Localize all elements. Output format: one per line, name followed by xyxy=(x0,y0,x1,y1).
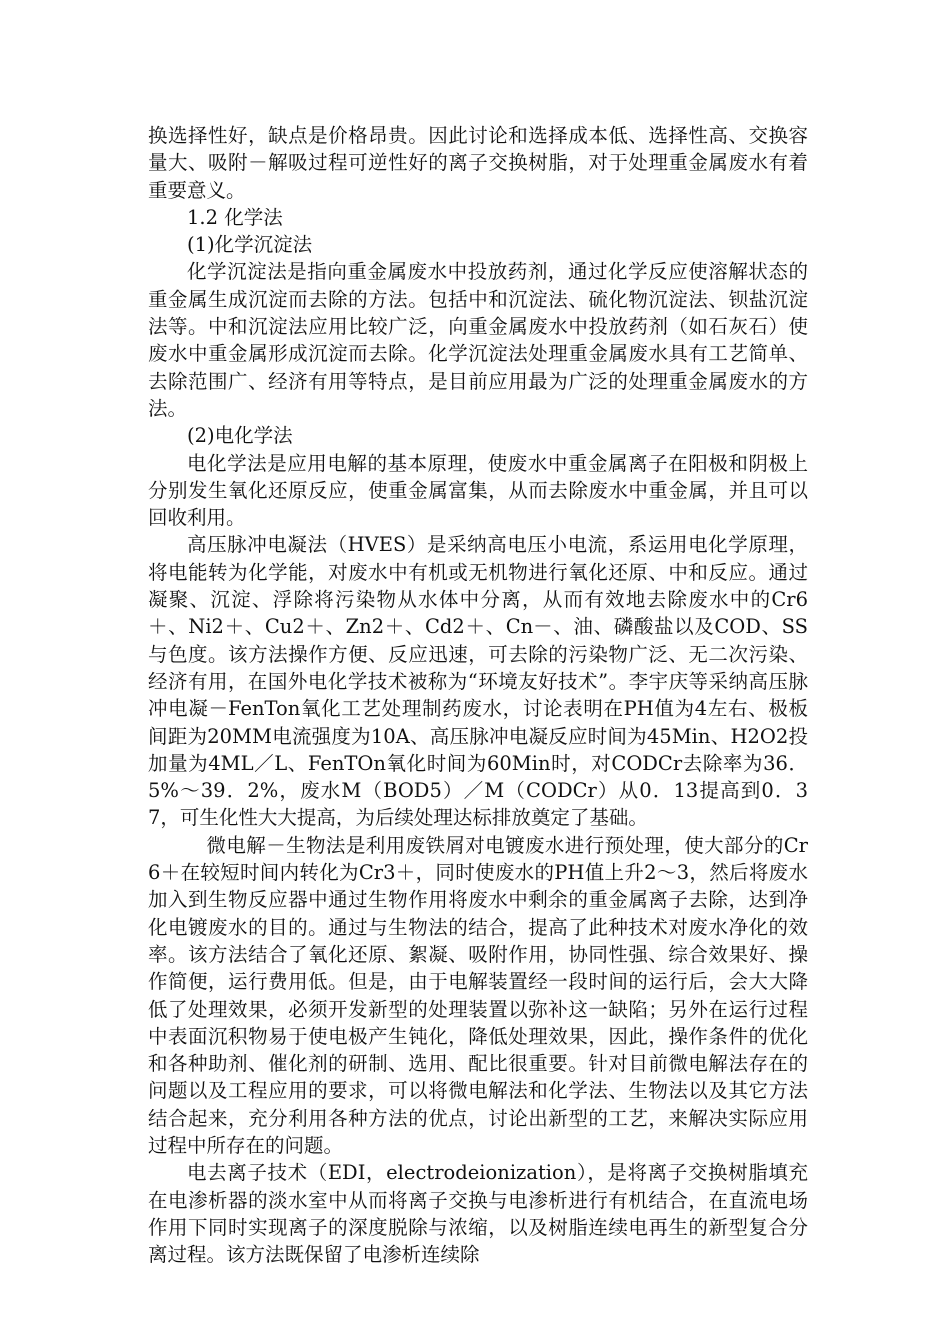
paragraph-electrochemical: 电化学法是应用电解的基本原理，使废水中重金属离子在阳极和阴极上分别发生氧化还原反应，使重金属富集，从而去除废水中重金属，并且可以回收利用。 xyxy=(148,451,808,530)
paragraph-ion-exchange-end: 换选择性好，缺点是价格昂贵。因此讨论和选择成本低、选择性高、交换容量大、吸附－解吸过程可逆性好的离子交换树脂，对于处理重金属废水有着重要意义。 xyxy=(148,124,808,202)
subheading-electrochemical: (2)电化学法 xyxy=(187,424,293,448)
section-heading-chemical-method: 1.2 化学法 xyxy=(187,205,283,229)
paragraph-chemical-precipitation: 化学沉淀法是指向重金属废水中投放药剂，通过化学反应使溶解状态的重金属生成沉淀而去除的方法。包括中和沉淀法、硫化物沉淀法、钡盐沉淀法等。中和沉淀法应用比较广泛，向重金属废水中投放药剂（如石灰石）使废水中重金属形成沉淀而去除。化学沉淀法处理重金属废水具有工艺简单、去除范围广、经济有用等特点，是目前应用最为广泛的处理重金属废水的方法。 xyxy=(148,260,808,420)
paragraph-micro-electrolysis: 微电解－生物法是利用废铁屑对电镀废水进行预处理，使大部分的Cr6＋在较短时间内转化为Cr3＋，同时使废水的PH值上升2～3，然后将废水加入到生物反应器中通过生物作用将废水中剩余的重金属离子去除，达到净化电镀废水的目的。通过与生物法的结合，提高了此种技术对废水净化的效率。该方法结合了氧化还原、絮凝、吸附作用，协同性强、综合效果好、操作简便，运行费用低。但是，由于电解装置经一段时间的运行后，会大大降低了处理效果，必须开发新型的处理装置以弥补这一缺陷；另外在运行过程中表面沉积物易于使电极产生钝化，降低处理效果，因此，操作条件的优化和各种助剂、催化剂的研制、选用、配比很重要。针对目前微电解法存在的问题以及工程应用的要求，可以将微电解法和化学法、生物法以及其它方法结合起来，充分利用各种方法的优点，讨论出新型的工艺，来解决实际应用过程中所存在的问题。 xyxy=(148,833,808,1157)
document-body xyxy=(148,122,808,1268)
paragraph-hves: 高压脉冲电凝法（HVES）是采纳高电压小电流，系运用电化学原理，将电能转为化学能，对废水中有机或无机物进行氧化还原、中和反应。通过凝聚、沉淀、浮除将污染物从水体中分离，从而有效地去除废水中的Cr6＋、Ni2＋、Cu2＋、Zn2＋、Cd2＋、Cn－、油、磷酸盐以及COD、SS与色度。该方法操作方便、反应迅速，可去除的污染物广泛、无二次污染、经济有用，在国外电化学技术被称为“环境友好技术”。李宇庆等采纳高压脉冲电凝－FenTon氧化工艺处理制药废水，讨论表明在PH值为4左右、极板间距为20MM电流强度为10A、高压脉冲电凝反应时间为45Min、H2O2投加量为4ML／L、FenTOn氧化时间为60Min时，对CODCr去除率为36．5%～39．2%，废水M（BOD5）／M（CODCr）从0．13提高到0．37，可生化性大大提高，为后续处理达标排放奠定了基础。 xyxy=(148,533,808,830)
paragraph-edi: 电去离子技术（EDI，electrodeionization），是将离子交换树脂填充在电渗析器的淡水室中从而将离子交换与电渗析进行有机结合，在直流电场作用下同时实现离子的深度脱除与浓缩，以及树脂连续电再生的新型复合分离过程。该方法既保留了电渗析连续除 xyxy=(148,1161,808,1267)
subheading-chemical-precipitation: (1)化学沉淀法 xyxy=(187,233,313,257)
